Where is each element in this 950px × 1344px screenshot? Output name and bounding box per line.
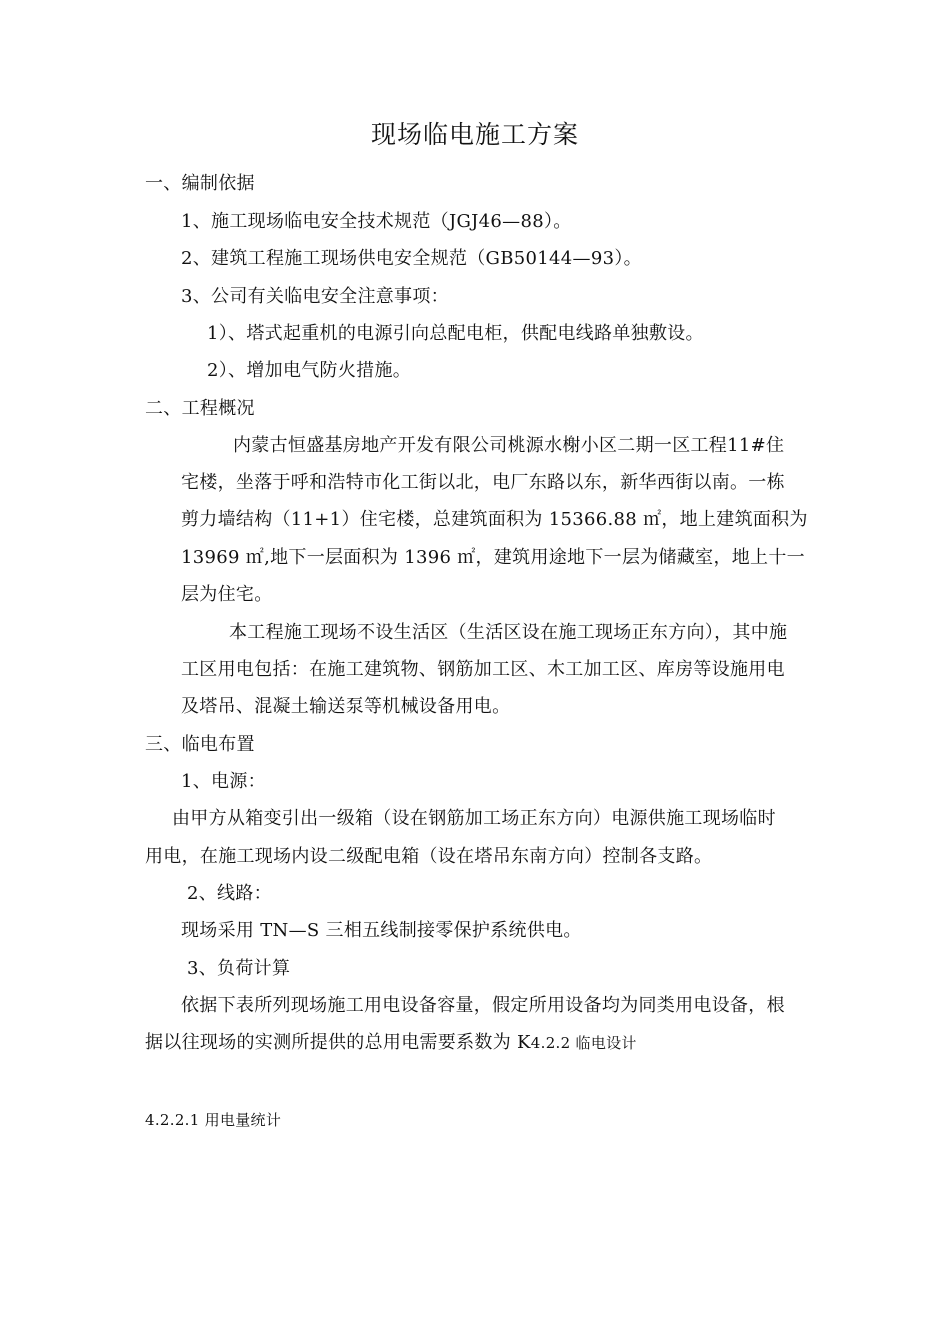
- document-title: 现场临电施工方案: [370, 120, 579, 149]
- overview-para1-line1: 内蒙古恒盛基房地产开发有限公司桃源水榭小区二期一区工程11#住: [233, 435, 785, 456]
- section-heading-basis: 一、编制依据: [145, 173, 255, 194]
- section-heading-layout: 三、临电布置: [145, 734, 255, 755]
- load-calc-line2: [145, 1031, 637, 1055]
- overview-para2-line2: 工区用电包括：在施工建筑物、钢筋加工区、木工加工区、库房等设施用电: [181, 659, 785, 680]
- wiring-heading: 2、线路：: [187, 883, 272, 904]
- wiring-text: 现场采用 TN—S 三相五线制接零保护系统供电。: [181, 920, 582, 941]
- overview-para1-line5: 层为住宅。: [181, 584, 273, 605]
- load-calc-line2-ref: 4.2.2 临电设计: [530, 1034, 637, 1052]
- overview-para2-line1: 本工程施工现场不设生活区（生活区设在施工现场正东方向），其中施: [229, 622, 788, 643]
- basis-subitem-2: 2）、增加电气防火措施。: [207, 360, 412, 381]
- power-source-heading: 1、电源：: [181, 771, 266, 792]
- overview-para1-line2: 宅楼，坐落于呼和浩特市化工街以北，电厂东路以东，新华西街以南。一栋: [181, 472, 785, 493]
- overview-para1-line3: 剪力墙结构（11+1）住宅楼，总建筑面积为 15366.88 ㎡，地上建筑面积为: [181, 509, 808, 530]
- power-source-line2: 用电，在施工现场内设二级配电箱（设在塔吊东南方向）控制各支路。: [145, 846, 713, 867]
- overview-para2-line3: 及塔吊、混凝土输送泵等机械设备用电。: [181, 696, 511, 717]
- basis-item-3: 3、公司有关临电安全注意事项：: [181, 286, 449, 307]
- load-calc-line1: 依据下表所列现场施工用电设备容量，假定所用设备均为同类用电设备，根: [181, 995, 785, 1016]
- load-calc-line2-main: 据以往现场的实测所提供的总用电需要系数为 K: [145, 1032, 531, 1053]
- section-heading-overview: 二、工程概况: [145, 398, 255, 419]
- overview-para1-line4: 13969 ㎡,地下一层面积为 1396 ㎡，建筑用途地下一层为储藏室，地上十一: [181, 547, 805, 568]
- power-usage-stat-heading: 4.2.2.1 用电量统计: [145, 1111, 282, 1129]
- power-source-line1: 由甲方从箱变引出一级箱（设在钢筋加工场正东方向）电源供施工现场临时: [172, 808, 776, 829]
- basis-subitem-1: 1）、塔式起重机的电源引向总配电柜，供配电线路单独敷设。: [207, 323, 704, 344]
- load-calc-heading: 3、负荷计算: [187, 958, 291, 979]
- basis-item-1: 1、施工现场临电安全技术规范（JGJ46—88）。: [181, 211, 572, 232]
- basis-item-2: 2、建筑工程施工现场供电安全规范（GB50144—93）。: [181, 248, 642, 269]
